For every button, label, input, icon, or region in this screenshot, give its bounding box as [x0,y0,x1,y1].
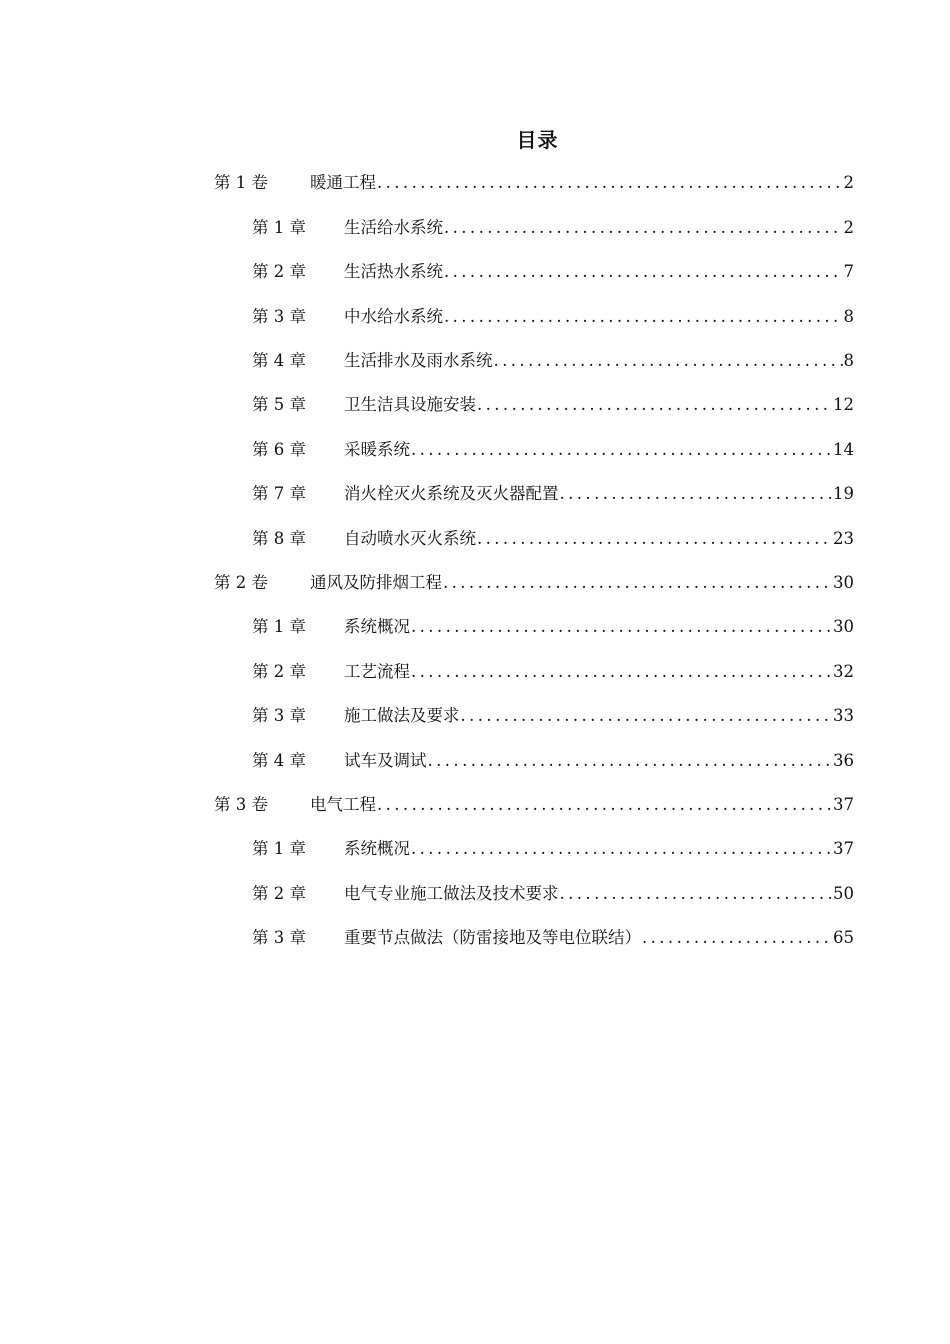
toc-entry-chapter[interactable] [252,614,854,640]
toc-leader-dots [411,437,832,463]
toc-entry-chapter[interactable] [252,215,854,241]
toc-entry-page: 2 [843,173,854,192]
toc-entry-page: 23 [833,529,854,548]
toc-entry-number: 第 6 章 [252,440,306,459]
toc-entry-text: 电气专业施工做法及技术要求 [344,884,559,903]
toc-entry-chapter[interactable] [252,925,854,951]
toc-entry-page: 14 [833,440,854,459]
toc-entry-page: 37 [833,839,854,858]
toc-entry-page: 37 [833,795,854,814]
toc-entry-chapter[interactable] [252,304,854,330]
toc-entry-chapter[interactable] [252,481,854,507]
toc-entry-chapter[interactable] [252,437,854,463]
toc-entry-page: 19 [833,484,854,503]
toc-leader-dots [477,526,832,552]
toc-entry-page: 32 [833,662,854,681]
toc-entry-number: 第 8 章 [252,529,306,548]
toc-leader-dots [411,614,832,640]
toc-leader-dots [444,259,843,285]
toc-entry-page: 8 [843,351,854,370]
toc-entry-number: 第 1 章 [252,617,306,636]
toc-entry-page: 65 [833,928,854,947]
toc-entry-text: 采暖系统 [344,440,410,459]
toc-entry-volume[interactable] [214,792,854,818]
toc-entry-number: 第 3 卷 [214,795,268,814]
toc-leader-dots [443,570,832,596]
toc-entry-page: 30 [833,573,854,592]
toc-entry-text: 卫生洁具设施安装 [344,395,476,414]
toc-entry-page: 50 [833,884,854,903]
toc-entry-number: 第 1 章 [252,218,306,237]
toc-entry-number: 第 2 章 [252,262,306,281]
toc-leader-dots [444,215,843,241]
toc-leader-dots [411,659,832,685]
toc-entry-chapter[interactable] [252,881,854,907]
toc-entry-chapter[interactable] [252,748,854,774]
toc-leader-dots [411,836,832,862]
toc-entry-text: 暖通工程 [310,173,376,192]
toc-entry-page: 30 [833,617,854,636]
toc-entry-page: 2 [843,218,854,237]
toc-entry-text: 通风及防排烟工程 [310,573,442,592]
toc-entry-number: 第 3 章 [252,307,306,326]
toc-entry-number: 第 7 章 [252,484,306,503]
toc-entry-chapter[interactable] [252,259,854,285]
toc-entry-page: 7 [843,262,854,281]
toc-entry-text: 工艺流程 [344,662,410,681]
toc-entry-text: 试车及调试 [344,751,427,770]
toc-entry-text: 生活给水系统 [344,218,443,237]
toc-entry-chapter[interactable] [252,703,854,729]
toc-entry-volume[interactable] [214,170,854,196]
toc-leader-dots [444,304,843,330]
toc-entry-text: 系统概况 [344,839,410,858]
toc-entry-page: 8 [843,307,854,326]
toc-leader-dots [560,481,833,507]
toc-entry-number: 第 5 章 [252,395,306,414]
toc-entry-number: 第 2 章 [252,662,306,681]
toc-entry-text: 自动喷水灭火系统 [344,529,476,548]
toc-entry-number: 第 3 章 [252,928,306,947]
toc-title: 目录 [516,128,559,152]
toc-entry-page: 12 [833,395,854,414]
toc-entry-page: 33 [833,706,854,725]
toc-leader-dots [560,881,833,907]
toc-leader-dots [377,170,843,196]
toc-entry-chapter[interactable] [252,526,854,552]
toc-entry-page: 36 [833,751,854,770]
toc-entry-chapter[interactable] [252,836,854,862]
toc-entry-text: 中水给水系统 [344,307,443,326]
toc-entry-number: 第 3 章 [252,706,306,725]
toc-entry-text: 施工做法及要求 [344,706,460,725]
toc-entry-text: 生活热水系统 [344,262,443,281]
toc-leader-dots [461,703,833,729]
toc-leader-dots [377,792,832,818]
toc-entry-text: 消火栓灭火系统及灭火器配置 [344,484,559,503]
toc-entry-chapter[interactable] [252,392,854,418]
toc-entry-text: 系统概况 [344,617,410,636]
toc-entry-volume[interactable] [214,570,854,596]
toc-leader-dots [642,925,832,951]
toc-entry-number: 第 4 章 [252,751,306,770]
toc-entry-text: 重要节点做法（防雷接地及等电位联结） [344,928,641,947]
toc-entry-number: 第 4 章 [252,351,306,370]
toc-entry-text: 生活排水及雨水系统 [344,351,493,370]
toc-entry-number: 第 2 卷 [214,573,268,592]
toc-entry-number: 第 1 卷 [214,173,268,192]
toc-entry-chapter[interactable] [252,348,854,374]
toc-entry-text: 电气工程 [310,795,376,814]
toc-entry-number: 第 1 章 [252,839,306,858]
toc-entry-number: 第 2 章 [252,884,306,903]
toc-leader-dots [477,392,832,418]
toc-entry-chapter[interactable] [252,659,854,685]
toc-leader-dots [494,348,843,374]
toc-leader-dots [428,748,833,774]
